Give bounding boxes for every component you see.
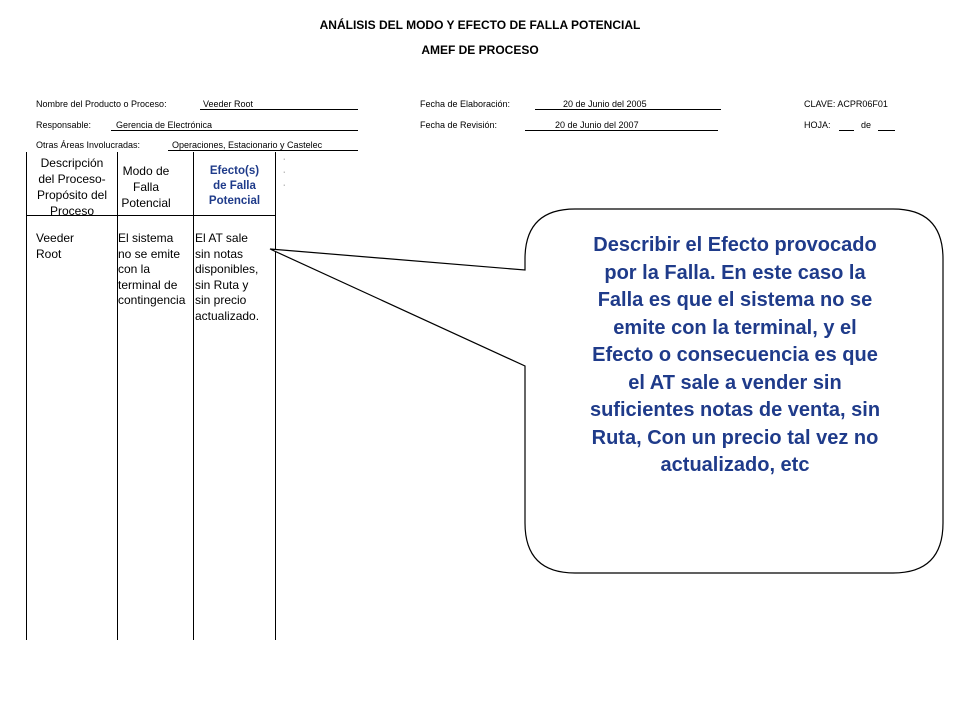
cell-line: no se emite: [118, 246, 181, 261]
document-subtitle: AMEF DE PROCESO: [421, 43, 539, 57]
header-line: de Falla: [213, 180, 256, 192]
header-line: Potencial: [121, 196, 171, 210]
header-line: Falla: [132, 180, 159, 194]
other-areas-value: Operaciones, Estacionario y Castelec: [168, 140, 358, 151]
cell-line: Root: [36, 246, 62, 261]
callout-line: Ruta, Con un precio tal vez no: [591, 426, 879, 449]
cell-line: actualizado.: [195, 308, 260, 323]
document-key: CLAVE: ACPR06F01: [804, 99, 888, 109]
sheet-of-label: de: [861, 120, 872, 130]
product-value: Veeder Root: [200, 99, 358, 110]
cell-line: sin notas: [195, 246, 244, 261]
header-line: Modo de: [122, 164, 170, 178]
header-line: Propósito del: [36, 188, 108, 202]
responsible-label: Responsable:: [36, 120, 92, 130]
cell-line: terminal de: [118, 277, 178, 292]
callout-line: Falla es que el sistema no se: [597, 289, 873, 311]
header-line: Descripción: [40, 156, 104, 170]
other-areas-label: Otras Áreas Involucradas:: [36, 140, 141, 150]
cell-line: disponibles,: [195, 262, 259, 276]
product-label: Nombre del Producto o Proceso:: [36, 99, 167, 109]
header-line: Potencial: [208, 195, 261, 207]
callout-text: [550, 232, 920, 480]
cell-line: sin precio: [195, 293, 247, 307]
elaboration-date-value: 20 de Junio del 2005: [535, 99, 721, 110]
callout-line: actualizado, etc: [660, 454, 810, 476]
cell-line: sin Ruta y: [195, 277, 249, 292]
elaboration-date-label: Fecha de Elaboración:: [420, 99, 511, 109]
callout-line: Efecto o consecuencia es que: [592, 344, 878, 366]
sheet-label: HOJA:: [804, 120, 831, 130]
cell-line: Veeder: [36, 231, 75, 245]
cell-line: contingencia: [118, 293, 186, 307]
revision-date-value: 20 de Junio del 2007: [525, 120, 718, 131]
callout-line: por la Falla. En este caso la: [604, 261, 866, 284]
revision-date-label: Fecha de Revisión:: [420, 120, 498, 130]
header-line: Proceso: [49, 204, 95, 218]
header-line: del Proceso-: [38, 172, 106, 186]
responsible-value: Gerencia de Electrónica: [111, 120, 358, 131]
callout-line: Describir el Efecto provocado: [593, 234, 877, 256]
callout-line: emite con la terminal, y el: [613, 316, 857, 339]
callout-line: el AT sale a vender sin: [628, 371, 842, 394]
callout-line: suficientes notas de venta, sin: [589, 399, 881, 421]
document-title: ANÁLISIS DEL MODO Y EFECTO DE FALLA POTENCIAL: [319, 18, 641, 32]
cell-line: El sistema: [118, 231, 174, 245]
cropped-column-edge: · · ·: [283, 156, 286, 189]
cell-line: El AT sale: [195, 231, 248, 245]
cell-line: con la: [118, 262, 151, 276]
header-line: Efecto(s): [209, 165, 260, 177]
